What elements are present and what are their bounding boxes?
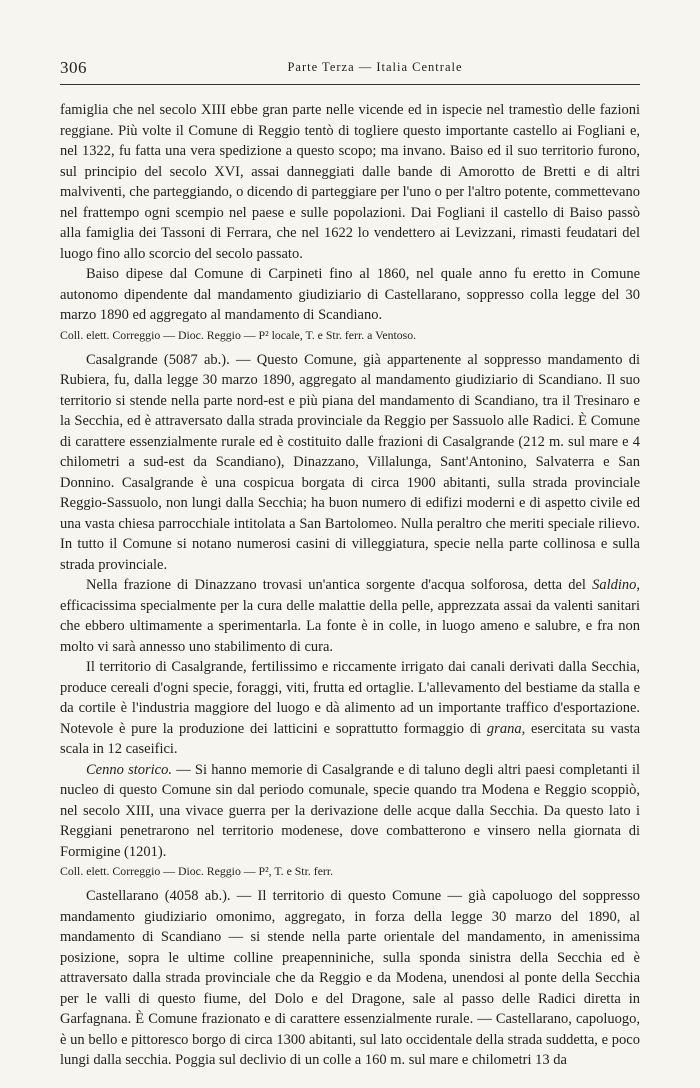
page-header bbox=[60, 58, 640, 80]
italic-heading: Cenno storico. bbox=[86, 761, 172, 778]
paragraph-casalgrande-economy bbox=[60, 657, 640, 760]
casalgrande-info-line: Coll. elett. Correggio — Dioc. Reggio — P², T. e Str. ferr. bbox=[60, 864, 334, 878]
page-body bbox=[60, 100, 640, 1071]
text-run: Nella frazione di Dinazzano trovasi un'antica sorgente d'acqua solforosa, detta del bbox=[86, 577, 593, 593]
paragraph-casalgrande-history bbox=[60, 760, 640, 863]
italic-term: grana bbox=[486, 720, 522, 737]
paragraph-casalgrande-spring bbox=[60, 575, 640, 657]
paragraph-baiso-history: famiglia che nel secolo XIII ebbe gran parte nelle vicende ed in ispecie nel tramestìo delle fazioni reggiane. Più volte il Comune di Reggio tentò di togliere questo importante castello ai Fogliani e, nel 1322, fu fatta una vera spedizione a questo scopo; ma invano. Baiso ed il suo territorio furono, sul principio del secolo XVI, assai danneggiati dalle bande di Amorotto de Bretti e di altri malviventi, che parteggiando, o dicendo di parteggiare per l'uno o per l'altro potente, commettevano nel frattempo ogni scempio nel paese e sulle popolazioni. Dai Fogliani il castello di Baiso passò alla famiglia dei Tassoni di Ferrara, che nel 1622 lo vendettero ai Levizzani, rimasti feudatari del luogo fino allo scorcio del secolo passato. bbox=[60, 102, 640, 262]
text-run: Il territorio di Casalgrande, fertilissimo e riccamente irrigato dai canali derivati dalla Secchia, produce cereali d'ogni specie, foraggi, viti, frutta ed ortaglie. L'allevamento del bestiame da stalla e da cortile è l'industria maggiore del luogo e dà alimento ad un importante traffico d'esportazione. Notevole è pure la produzione dei latticini e soprattutto formaggio di bbox=[60, 659, 640, 737]
text-run: , esercitata su vasta scala in 12 caseifici. bbox=[60, 720, 641, 757]
paragraph-baiso-admin: Baiso dipese dal Comune di Carpineti fino al 1860, nel quale anno fu eretto in Comune autonomo dipendente dal mandamento giudiziario di Castellarano, soppresso colla legge del 30 marzo 1890 ed aggregato al mandamento di Scandiano. bbox=[60, 266, 640, 323]
italic-term: Saldino bbox=[592, 577, 637, 593]
text-run: — Si hanno memorie di Casalgrande e di taluno degli altri paesi completanti il nucleo di questo Comune sin dal periodo comunale, specie quando tra Modena e Reggio scoppiò, nel secolo XIII, una vivace guerra per la derivazione delle acque dalla Secchia. Da questo lato i Reggiani penetrarono nel territorio modenese, dove combatterono e vinsero nella giornata di Formigine (1201). bbox=[60, 761, 641, 860]
page-number: 306 bbox=[60, 58, 87, 77]
paragraph-casalgrande-intro: Casalgrande (5087 ab.). — Questo Comune, già appartenente al soppresso mandamento di Rubiera, fu, dalla legge 30 marzo 1890, aggregato al mandamento giudiziario di Scandiano. Il suo territorio si stende nella parte nord-est e più piana del mandamento di Scandiano, tra il Tresinaro e la Secchia, ed è attraversato dalla strada provinciale da Reggio per Sassuolo alle Radici. È Comune di carattere essenzialmente rurale ed è costituito dalle frazioni di Casalgrande (212 m. sul mare e 4 chilometri a sud-est da Scandiano), Dinazzano, Villalunga, Sant'Antonino, Salvaterra e San Donnino. Casalgrande è una cospicua borgata di circa 1900 abitanti, sulla strada provinciale Reggio-Sassuolo, non lungi dalla Secchia; ha buon numero di edifizi moderni e di aspetto civile ed una vasta chiesa parrocchiale intitolata a San Bartolomeo. Nulla peraltro che meriti speciale rilievo. In tutto il Comune si notano numerosi casini di villeggiatura, specie nella parte collinosa e sulla strada provinciale. bbox=[60, 351, 640, 573]
paragraph-castellarano-intro: Castellarano (4058 ab.). — Il territorio di questo Comune — già capoluogo del soppresso mandamento giudiziario omonimo, aggregato, in forza della legge 30 marzo del 1890, al mandamento di Scandiano — si stende nella parte orientale del mandamento, in amenissima posizione, sopra le ultime colline preapenniniche, sulla sponda sinistra della Secchia ed è attraversato dalla strada provinciale che da Reggio e da Modena, unendosi al ponte della Secchia per le valli di questo fiume, del Dolo e del Dragone, sale al passo delle Radici diretta in Garfagnana. È Comune frazionato e di carattere essenzialmente rurale. — Castellarano, capoluogo, è un bello e pittoresco borgo di circa 1300 abitanti, sul lato occidentale della strada suddetta, e poco lungi dalla secchia. Poggia sul declivio di un colle a 160 m. sul mare e chilometri 13 da bbox=[60, 888, 640, 1068]
header-rule bbox=[60, 84, 640, 85]
text-run: , efficacissima specialmente per la cura delle malattie della pelle, apprezzata assai da valenti sanitari che ebbero ultimamente a sperimentarla. La fonte è in colle, in luogo ameno e salubre, e fra non molto vi sarà annesso uno stabilimento di cura. bbox=[60, 577, 640, 655]
baiso-info-line: Coll. elett. Correggio — Dioc. Reggio — P² locale, T. e Str. ferr. a Ventoso. bbox=[60, 327, 417, 342]
running-title: Parte Terza — Italia Centrale bbox=[287, 60, 463, 74]
